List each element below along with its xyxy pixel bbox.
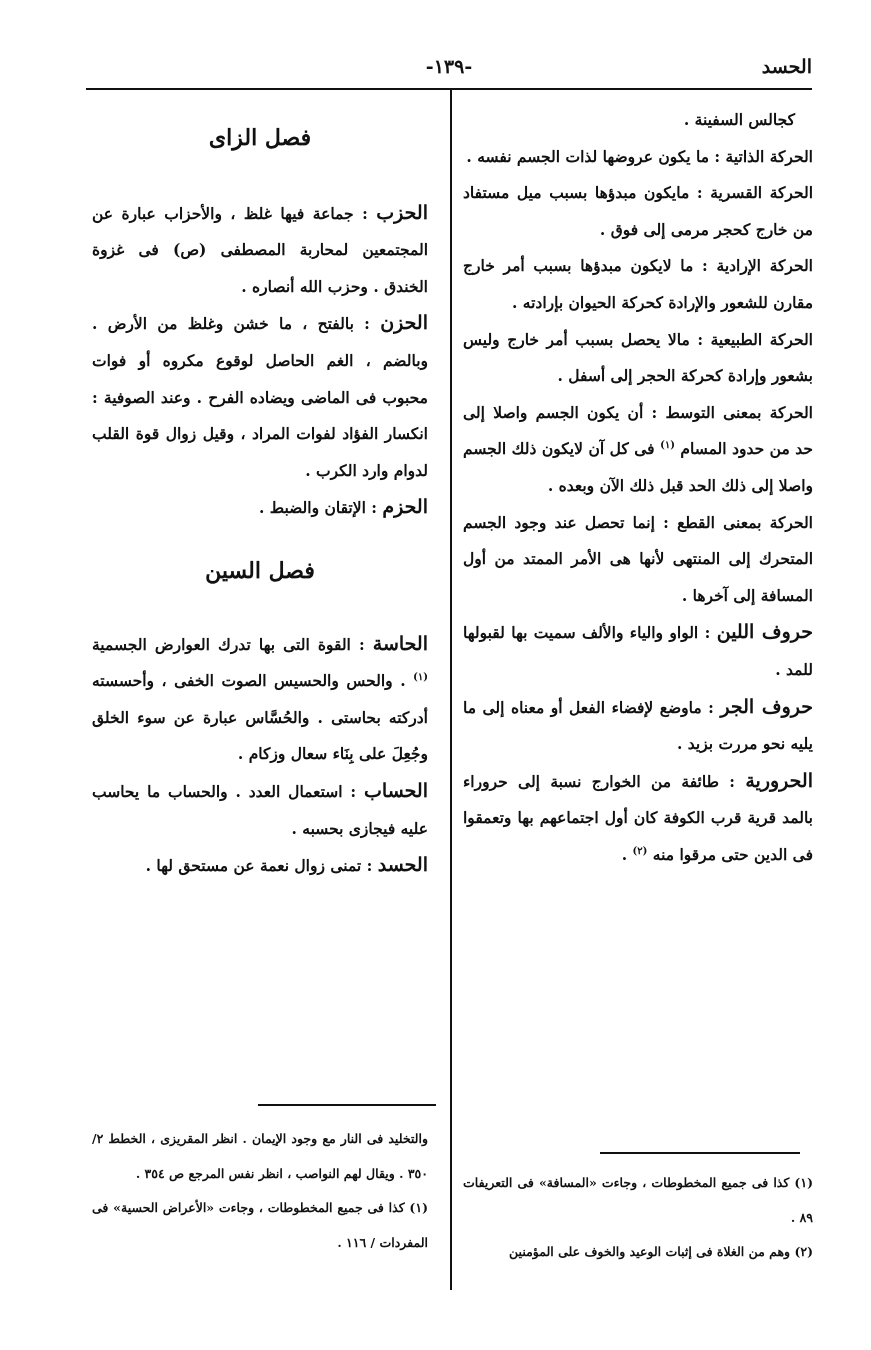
running-head: الحسد bbox=[761, 56, 812, 78]
header-rule bbox=[86, 88, 812, 90]
footnote-ref: (١) bbox=[413, 671, 428, 683]
entry-haruriyya bbox=[463, 763, 813, 874]
entry-motion-traversal bbox=[463, 505, 813, 615]
entry-text: : استعمال العدد . والحساب ما يحاسب عليه فيجازى بحسبه . bbox=[92, 781, 428, 838]
section-title-sin: فصل السين bbox=[205, 557, 315, 584]
entry-text: : مالا يحصل بسبب أمر خارج وليس بشعور وإرادة كحركة الحجر إلى أسفل . bbox=[463, 329, 813, 386]
entry-term: الحزب bbox=[376, 201, 428, 224]
footnote: (١) كذا فى جميع المخطوطات ، وجاءت «الأعراض الحسية» فى المفردات / ١١٦ . bbox=[92, 1200, 428, 1250]
entry-text: : مايكون مبدؤها بسبب ميل مستفاد من خارج كحجر مرمى إلى فوق . bbox=[463, 183, 813, 239]
left-column bbox=[92, 102, 428, 885]
entry-text: : ماوضع لإفضاء الفعل أو معناه إلى ما يليه نحو مررت بزيد . bbox=[463, 697, 813, 754]
entry-term: الحزن bbox=[380, 312, 428, 335]
entry-text: : ما لايكون مبدؤها بسبب أمر خارج مقارن للشعور والإرادة كحركة الحيوان بإرادته . bbox=[463, 256, 813, 312]
entry-text: : طائفة من الخوارج نسبة إلى حروراء بالمد قرية قرب الكوفة كان أول اجتماعهم بها وتعمقوا فى الدين حتى مرقوا منه bbox=[463, 771, 813, 864]
page-number: -١٣٩- bbox=[425, 56, 473, 78]
footnotes-right bbox=[463, 1166, 813, 1270]
entry-text: : الإتقان والضبط . bbox=[258, 498, 383, 518]
entry-term: الحرورية bbox=[745, 769, 813, 792]
footnotes-left bbox=[92, 1122, 428, 1260]
entry-term: الحاسة bbox=[372, 632, 428, 655]
entry-continuation bbox=[463, 102, 813, 139]
footnote-ref: (٢) bbox=[632, 845, 648, 857]
entry-text: . والحس والحسيس الصوت الخفى ، وأحسسته أدركته بحاستى . والحُسَّاس عبارة عن سوء الخلق وجُعِلَ على بِنَاء سعال وزكام . bbox=[92, 671, 428, 764]
entry-term: الحركة الطبيعية bbox=[710, 329, 813, 349]
entry-hassa bbox=[92, 626, 428, 773]
footnote: (٢) وهم من الغلاة فى إثبات الوعيد والخوف على المؤمنين bbox=[509, 1244, 813, 1259]
footnote-rule-left bbox=[258, 1104, 436, 1106]
entry-motion-mediation bbox=[463, 395, 813, 505]
entry-text: : بالفتح ، ما خشن وغلظ من الأرض . وبالضم ، الغم الحاصل لوقوع مكروه أو فوات محبوب فى الماضى ويضاده الفرح . وعند الصوفية : انكسار الفؤاد لفوات المراد ، وقيل زوال قوة القلب لدوام وارد الكرب . bbox=[92, 314, 428, 480]
entry-hasad bbox=[92, 847, 428, 885]
entry-hizb bbox=[92, 195, 428, 306]
entry-soft-letters bbox=[463, 614, 813, 688]
entry-self-motion bbox=[463, 139, 813, 176]
entry-term: الحركة القسرية bbox=[710, 183, 813, 203]
entry-term: الحساب bbox=[364, 779, 428, 802]
entry-voluntary-motion bbox=[463, 248, 813, 321]
entry-text: . bbox=[621, 844, 633, 864]
entry-term: الحركة الذاتية bbox=[725, 146, 813, 166]
entry-huzn bbox=[92, 305, 428, 489]
column-divider bbox=[450, 88, 452, 1290]
entry-text: : ما يكون عروضها لذات الجسم نفسه . bbox=[466, 146, 726, 166]
section-title-zay: فصل الزاى bbox=[208, 125, 312, 151]
entry-natural-motion bbox=[463, 322, 813, 395]
footnote-rule-right bbox=[600, 1152, 800, 1154]
footnote-ref: (١) bbox=[660, 440, 675, 452]
entry-prepositions bbox=[463, 689, 813, 763]
entry-text: : القوة التى بها تدرك العوارض الجسمية bbox=[92, 634, 373, 654]
entry-text: : الواو والياء والألف سميت بها لقبولها للمد . bbox=[463, 623, 813, 679]
entry-hazm bbox=[92, 489, 428, 527]
entry-term: حروف الجر bbox=[720, 695, 813, 718]
right-column bbox=[463, 102, 813, 873]
entry-term: الحركة بمعنى القطع bbox=[677, 512, 813, 532]
footnote-continuation: والتخليد فى النار مع وجود الإيمان . انظر المقريزى ، الخطط ٢/ ٣٥٠ . ويقال لهم النواصب ، انظر نفس المرجع ص ٣٥٤ . bbox=[92, 1131, 428, 1181]
entry-text: : أن يكون الجسم واصلا إلى حد من حدود المسام bbox=[463, 402, 813, 459]
entry-text: : تمنى زوال نعمة عن مستحق لها . bbox=[145, 856, 378, 876]
entry-term: الحزم bbox=[382, 496, 428, 519]
footnote: (١) كذا فى جميع المخطوطات ، وجاءت «المسافة» فى التعريفات ٨٩ . bbox=[463, 1175, 813, 1225]
entry-hisab bbox=[92, 773, 428, 847]
entry-term: الحركة بمعنى التوسط bbox=[665, 402, 813, 422]
entry-forced-motion bbox=[463, 175, 813, 248]
entry-term: الحركة الإرادية bbox=[716, 256, 813, 276]
entry-text: : جماعة فيها غلظ ، والأحزاب عبارة عن المجتمعين لمحاربة المصطفى (ص) فى غزوة الخندق . وحزب الله أنصاره . bbox=[92, 203, 428, 296]
page-header bbox=[86, 56, 812, 86]
entry-text: فى كل آن لايكون ذلك الجسم واصلا إلى ذلك الحد قبل ذلك الآن وبعده . bbox=[463, 439, 813, 495]
entry-text: : إنما تحصل عند وجود الجسم المتحرك إلى المنتهى لأنها هى الأمر الممتد من أول المسافة إلى آخرها . bbox=[463, 512, 813, 605]
entry-text: كجالس السفينة . bbox=[683, 110, 795, 129]
entry-term: حروف اللين bbox=[716, 621, 813, 644]
entry-term: الحسد bbox=[377, 854, 428, 877]
